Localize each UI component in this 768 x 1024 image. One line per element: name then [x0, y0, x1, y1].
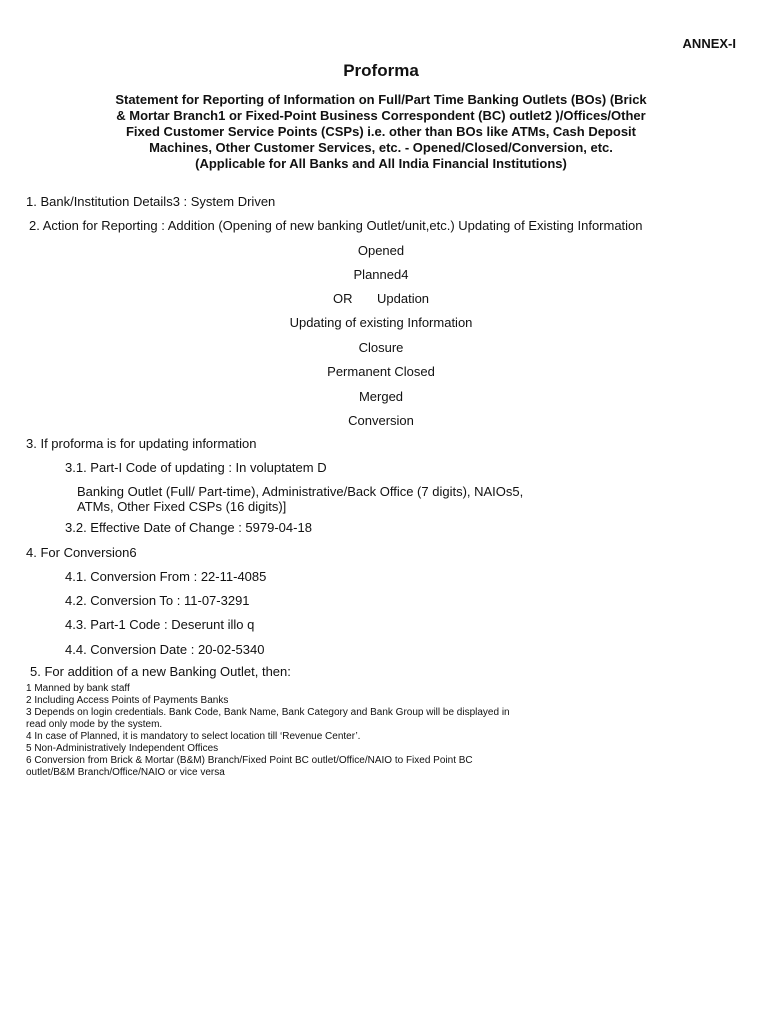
- option-planned: Planned4: [353, 267, 409, 282]
- item-bank-details: 1. Bank/Institution Details3 : System Driven: [26, 194, 276, 209]
- footnote: 4 In case of Planned, it is mandatory to select location till ‘Revenue Center’.: [26, 731, 361, 742]
- option-updating-existing: Updating of existing Information: [289, 315, 473, 330]
- option-updation: Updation: [377, 291, 430, 306]
- footnote: 6 Conversion from Brick & Mortar (B&M) Branch/Fixed Point BC outlet/Office/NAIO to Fixed Point BC: [26, 755, 473, 766]
- option-closure: Closure: [358, 340, 404, 355]
- statement-heading: [100, 92, 662, 172]
- option-or: OR: [333, 291, 353, 306]
- footnote: read only mode by the system.: [26, 719, 163, 730]
- statement-line: Statement for Reporting of Information on Full/Part Time Banking Outlets (BOs) (Brick: [115, 92, 647, 107]
- item-action-reporting: 2. Action for Reporting : Addition (Opening of new banking Outlet/unit,etc.) Updating of Existing Information: [29, 218, 643, 233]
- option-conversion: Conversion: [348, 413, 414, 428]
- item-conversion-from: 4.1. Conversion From : 22-11-4085: [65, 569, 267, 584]
- item-part-1-code: 4.3. Part-1 Code : Deserunt illo q: [65, 617, 255, 632]
- footnote: 3 Depends on login credentials. Bank Code, Bank Name, Bank Category and Bank Group will be displayed in: [26, 707, 510, 718]
- statement-line: (Applicable for All Banks and All India Financial Institutions): [195, 156, 567, 171]
- statement-line: & Mortar Branch1 or Fixed-Point Business Correspondent (BC) outlet2 )/Offices/Other: [116, 108, 646, 123]
- footnote: 1 Manned by bank staff: [26, 683, 130, 694]
- item-conversion-date: 4.4. Conversion Date : 20-02-5340: [65, 642, 265, 657]
- item-updating-info: 3. If proforma is for updating information: [26, 436, 257, 451]
- item-conversion-to: 4.2. Conversion To : 11-07-3291: [65, 593, 250, 608]
- item-new-outlet: 5. For addition of a new Banking Outlet, then:: [30, 664, 291, 679]
- option-permanent-closed: Permanent Closed: [327, 364, 435, 379]
- page-title: Proforma: [343, 61, 419, 80]
- item-code-note-line: Banking Outlet (Full/ Part-time), Administrative/Back Office (7 digits), NAIOs5,: [77, 484, 524, 499]
- statement-line: Machines, Other Customer Services, etc. - Opened/Closed/Conversion, etc.: [149, 140, 613, 155]
- option-opened: Opened: [357, 243, 405, 258]
- footnote: outlet/B&M Branch/Office/NAIO or vice versa: [26, 767, 225, 778]
- item-conversion: 4. For Conversion6: [26, 545, 137, 560]
- footnote: 5 Non-Administratively Independent Offices: [26, 743, 219, 754]
- option-merged: Merged: [358, 389, 404, 404]
- statement-line: Fixed Customer Service Points (CSPs) i.e. other than BOs like ATMs, Cash Deposit: [125, 124, 636, 139]
- item-part-i-code: 3.1. Part-I Code of updating : In voluptatem D: [65, 460, 327, 475]
- item-effective-date: 3.2. Effective Date of Change : 5979-04-18: [65, 520, 312, 535]
- item-code-note-line: ATMs, Other Fixed CSPs (16 digits)]: [77, 499, 287, 514]
- annex-label: ANNEX-I: [682, 36, 736, 51]
- footnote: 2 Including Access Points of Payments Banks: [26, 695, 229, 706]
